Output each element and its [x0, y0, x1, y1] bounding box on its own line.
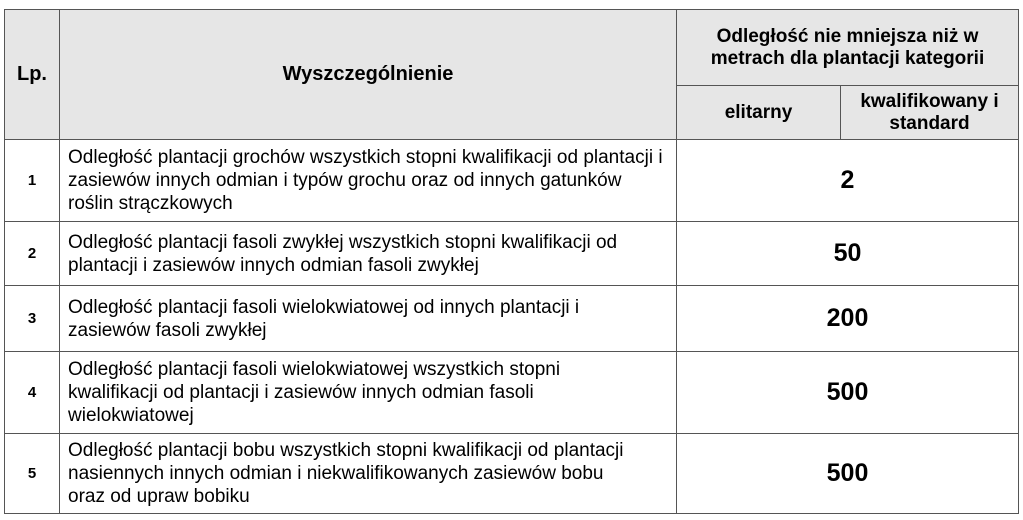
row-number: 4 [5, 352, 60, 434]
row-number: 3 [5, 286, 60, 352]
row-number: 2 [5, 222, 60, 286]
row-distance-value: 500 [677, 434, 1019, 514]
row-description: Odległość plantacji fasoli wielokwiatowej wszystkich stopni kwalifikacji od plantacji i zasiewów innych odmian fasoli wielokwiatowej [60, 352, 677, 434]
table-row [5, 140, 1019, 222]
header-lp: Lp. [5, 10, 60, 140]
row-description: Odległość plantacji grochów wszystkich stopni kwalifikacji od plantacji i zasiewów innych odmian i typów grochu oraz od innych gatunków roślin strączkowych [60, 140, 677, 222]
row-distance-value: 200 [677, 286, 1019, 352]
row-number: 5 [5, 434, 60, 514]
row-description: Odległość plantacji bobu wszystkich stopni kwalifikacji od plantacji nasiennych innych odmian i niekwalifikowanych zasiewów bobu oraz od upraw bobiku [60, 434, 677, 514]
header-elite: elitarny [677, 86, 841, 140]
table-row [5, 352, 1019, 434]
header-distance: Odległość nie mniejsza niż w metrach dla plantacji kategorii [677, 10, 1019, 86]
row-description: Odległość plantacji fasoli wielokwiatowej od innych plantacji i zasiewów fasoli zwykłej [60, 286, 677, 352]
header-description: Wyszczególnienie [60, 10, 677, 140]
row-distance-value: 2 [677, 140, 1019, 222]
row-distance-value: 500 [677, 352, 1019, 434]
header-qualified: kwalifikowany i standard [841, 86, 1019, 140]
row-distance-value: 50 [677, 222, 1019, 286]
row-number: 1 [5, 140, 60, 222]
table-row [5, 286, 1019, 352]
row-description: Odległość plantacji fasoli zwykłej wszystkich stopni kwalifikacji od plantacji i zasiewów innych odmian fasoli zwykłej [60, 222, 677, 286]
table-row [5, 434, 1019, 514]
distance-table [4, 9, 1019, 514]
table-row [5, 222, 1019, 286]
